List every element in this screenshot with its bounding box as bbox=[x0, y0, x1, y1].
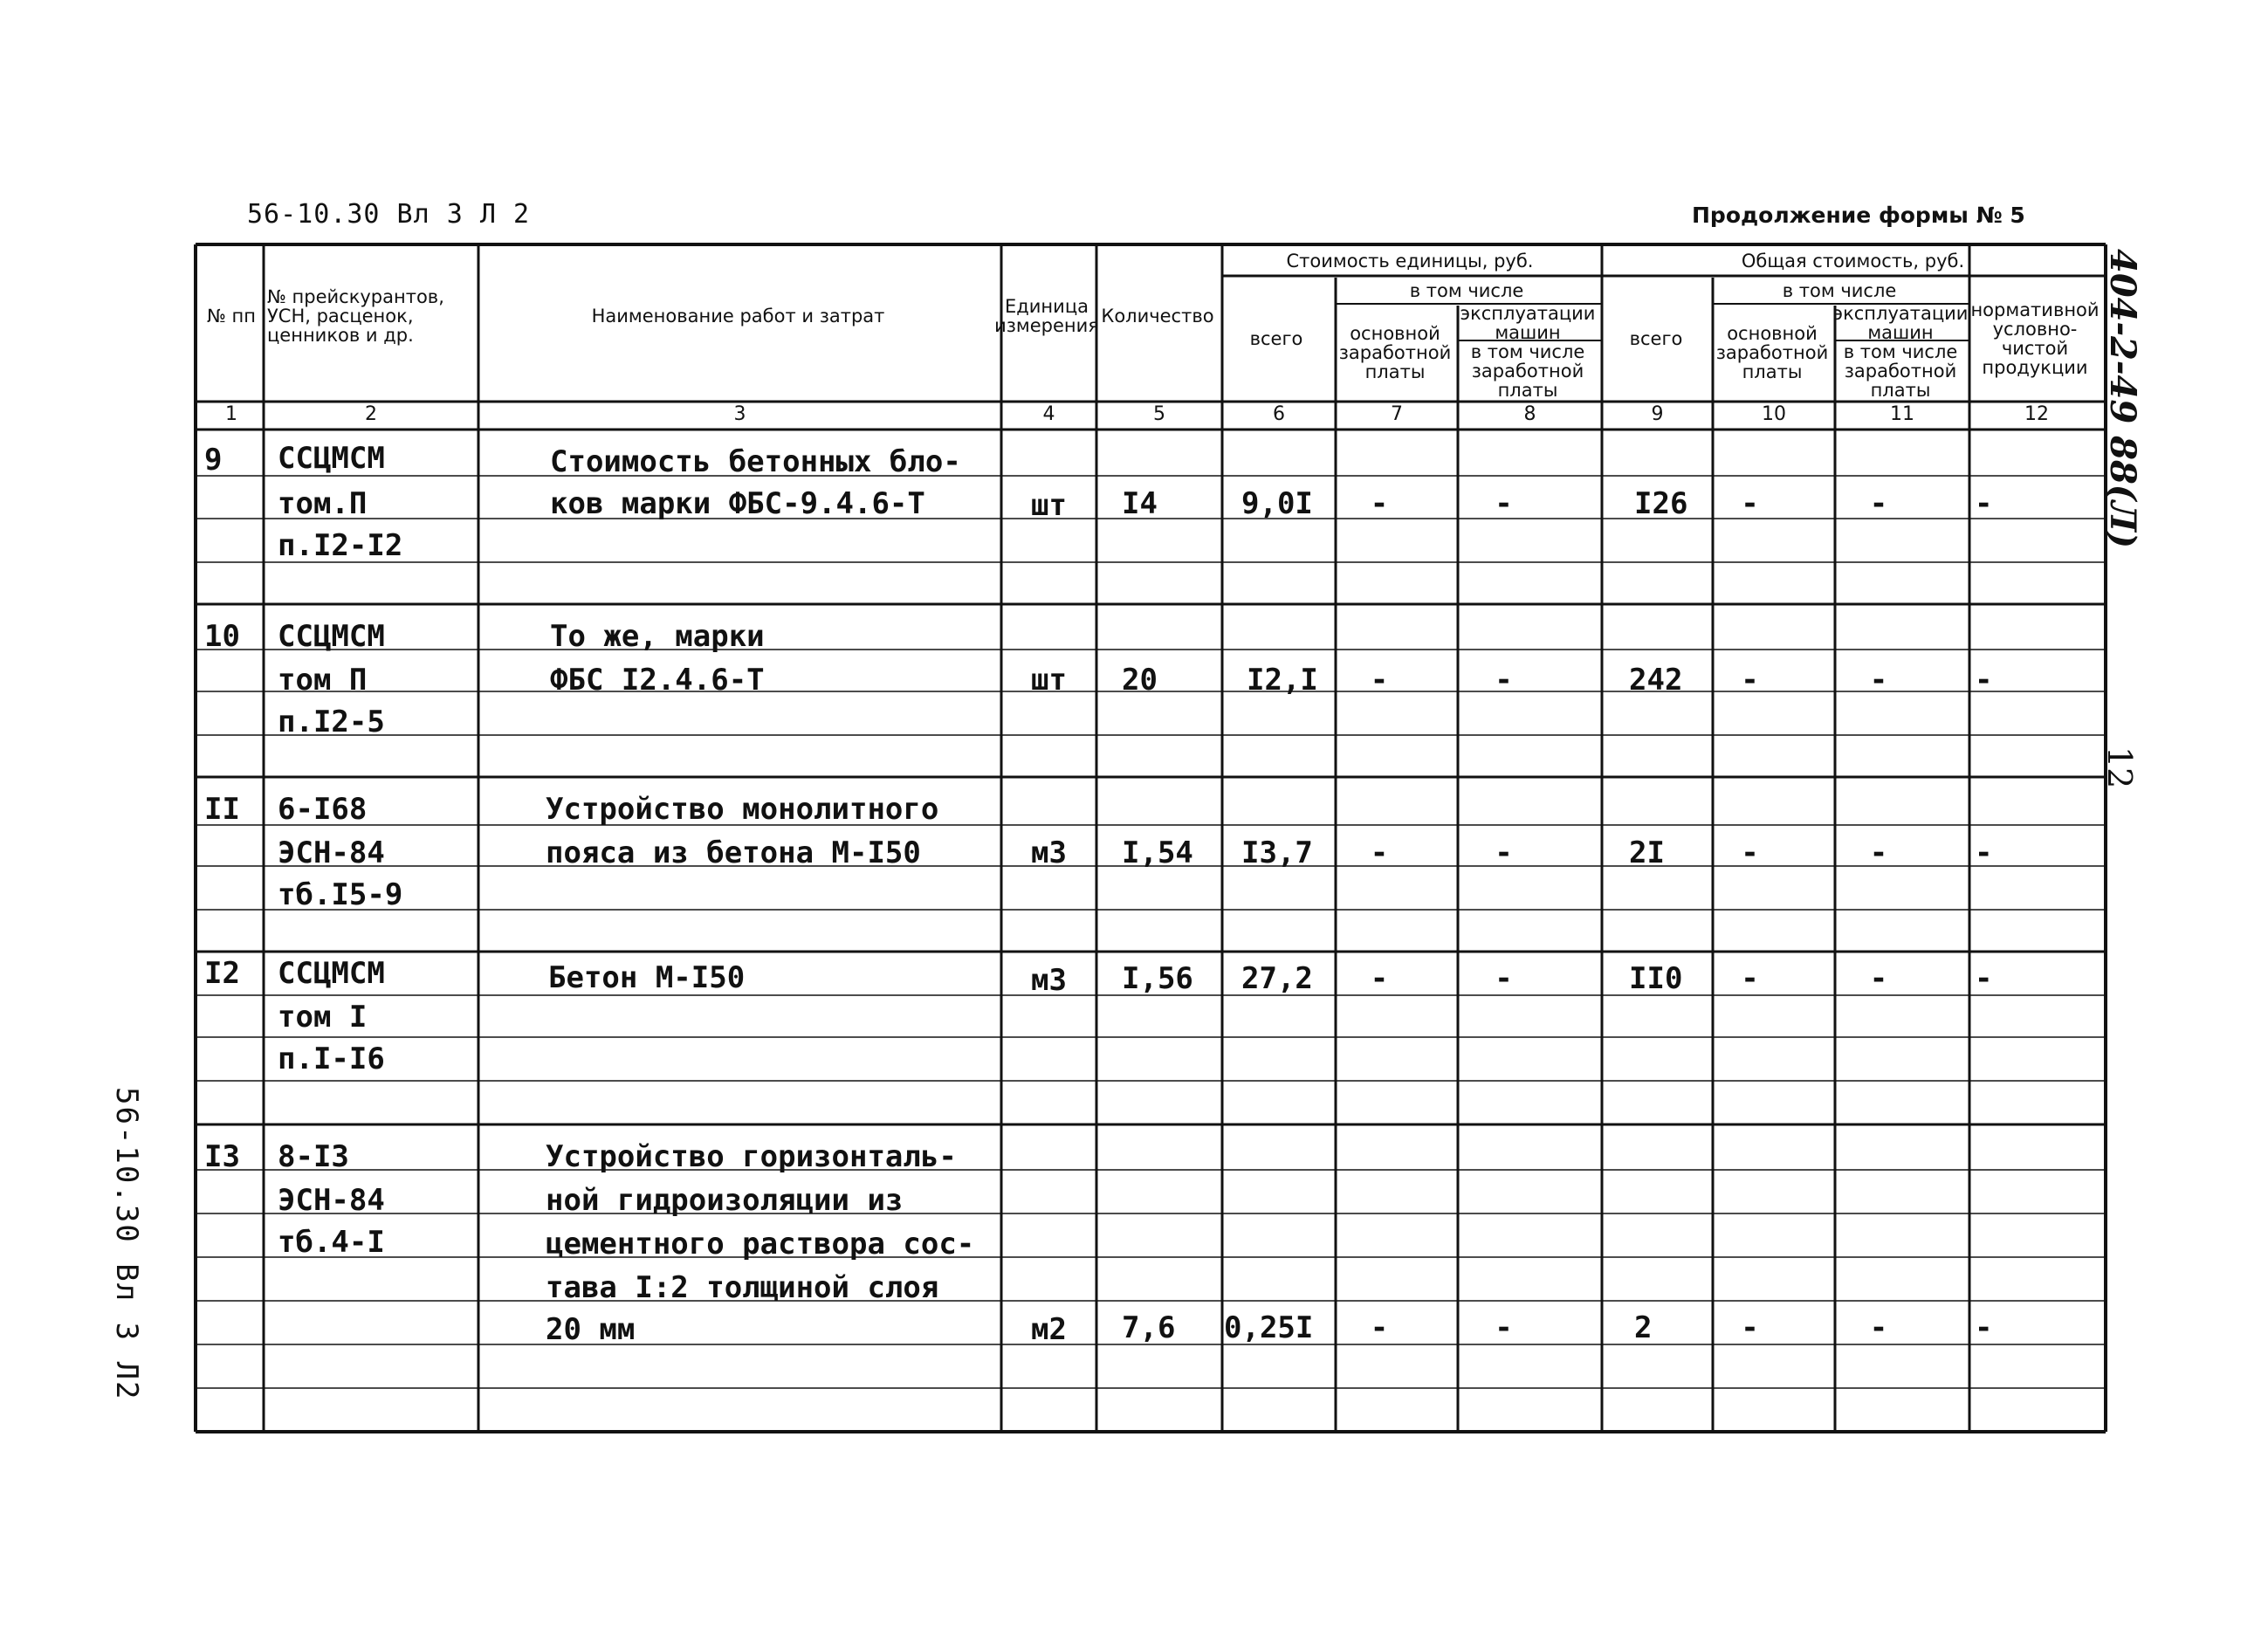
unit-machine-cell: - bbox=[1495, 663, 1513, 698]
work-name-line: ФБС I2.4.6-Т bbox=[550, 663, 765, 698]
unit-cell: м2 bbox=[1031, 1312, 1067, 1347]
header-col1: № пп bbox=[207, 305, 256, 327]
price-ref-line: том П bbox=[278, 663, 368, 698]
header-col7: основной заработной платы bbox=[1338, 322, 1452, 383]
quantity-cell: I4 bbox=[1122, 486, 1158, 521]
row-number: II bbox=[204, 792, 240, 827]
price-ref-line: тб.4-I bbox=[278, 1225, 385, 1260]
normative-cell: - bbox=[1975, 663, 1993, 698]
total-cell: 242 bbox=[1629, 663, 1683, 698]
price-ref-line: том I bbox=[278, 1000, 368, 1035]
col-number-10: 10 bbox=[1762, 403, 1786, 425]
work-name-line: Бетон М-I50 bbox=[548, 960, 746, 995]
header-unit-cost: Стоимость единицы, руб. bbox=[1286, 250, 1534, 272]
header-col2: № прейскурантов, УСН, расценок, ценников и др. bbox=[267, 285, 444, 347]
col-number-3: 3 bbox=[733, 403, 746, 425]
header-unit-incl: в том числе bbox=[1409, 279, 1524, 301]
price-ref-line: ЭСН-84 bbox=[278, 835, 385, 870]
price-ref-line: ССЦМСМ bbox=[278, 619, 385, 654]
unit-machine-cell: - bbox=[1495, 1310, 1513, 1345]
quantity-cell: I,56 bbox=[1122, 961, 1193, 996]
header-col9: всего bbox=[1629, 327, 1683, 349]
header-col5: Количество bbox=[1101, 305, 1214, 327]
row-number: 10 bbox=[204, 619, 240, 654]
normative-cell: - bbox=[1975, 486, 1993, 521]
col-number-12: 12 bbox=[2024, 403, 2049, 425]
header-col11b: в том числе заработной платы bbox=[1843, 340, 1958, 402]
col-number-11: 11 bbox=[1890, 403, 1914, 425]
total-wage-cell: - bbox=[1741, 1310, 1759, 1345]
work-name-line: Устройство горизонталь- bbox=[546, 1139, 957, 1174]
row-number: 9 bbox=[204, 443, 223, 478]
unit-machine-cell: - bbox=[1495, 961, 1513, 996]
total-machine-cell: - bbox=[1869, 663, 1888, 698]
col-number-8: 8 bbox=[1523, 403, 1536, 425]
left-margin-code: 56-10.30 Вл 3 Л2 bbox=[109, 1087, 144, 1401]
price-ref-line: 6-I68 bbox=[278, 792, 368, 827]
normative-cell: - bbox=[1975, 1310, 1993, 1345]
header-col8b: в том числе заработной платы bbox=[1470, 340, 1585, 402]
page-number: 12 bbox=[2100, 746, 2139, 789]
col-number-1: 1 bbox=[225, 403, 237, 425]
header-col3: Наименование работ и затрат bbox=[591, 305, 885, 327]
col-number-4: 4 bbox=[1042, 403, 1055, 425]
unit-total-cell: I2,I bbox=[1247, 663, 1318, 698]
normative-cell: - bbox=[1975, 835, 1993, 870]
header-col12: нормативной условно-чистой продукции bbox=[1970, 299, 2100, 379]
unit-wage-cell: - bbox=[1370, 663, 1389, 698]
row-number: I3 bbox=[204, 1139, 240, 1174]
unit-machine-cell: - bbox=[1495, 486, 1513, 521]
unit-wage-cell: - bbox=[1370, 961, 1389, 996]
col-number-6: 6 bbox=[1273, 403, 1285, 425]
price-ref-line: п.I-I6 bbox=[278, 1042, 385, 1076]
price-ref-line: ССЦМСМ bbox=[278, 441, 385, 476]
col-number-5: 5 bbox=[1153, 403, 1165, 425]
unit-total-cell: 0,25I bbox=[1224, 1310, 1314, 1345]
quantity-cell: I,54 bbox=[1122, 835, 1193, 870]
document-code: 56-10.30 Вл 3 Л 2 bbox=[247, 199, 531, 230]
unit-wage-cell: - bbox=[1370, 486, 1389, 521]
work-name-line: Стоимость бетонных бло- bbox=[550, 444, 961, 479]
total-machine-cell: - bbox=[1869, 835, 1888, 870]
header-col8a: эксплуатации машин bbox=[1460, 302, 1596, 343]
header-col10: основной заработной платы bbox=[1715, 322, 1829, 383]
unit-wage-cell: - bbox=[1370, 1310, 1389, 1345]
total-machine-cell: - bbox=[1869, 486, 1888, 521]
price-ref-line: том.П bbox=[278, 486, 368, 521]
unit-cell: м3 bbox=[1031, 963, 1067, 998]
total-machine-cell: - bbox=[1869, 1310, 1888, 1345]
total-cell: I26 bbox=[1634, 486, 1688, 521]
unit-cell: шт bbox=[1031, 663, 1067, 698]
price-ref-line: п.I2-5 bbox=[278, 705, 385, 739]
work-name-line: Устройство монолитного bbox=[546, 792, 939, 827]
unit-cell: м3 bbox=[1031, 835, 1067, 870]
work-name-line: То же, марки bbox=[550, 619, 765, 654]
row-number: I2 bbox=[204, 956, 240, 991]
total-machine-cell: - bbox=[1869, 961, 1888, 996]
unit-total-cell: 9,0I bbox=[1241, 486, 1313, 521]
header-total-cost: Общая стоимость, руб. bbox=[1741, 250, 1965, 272]
col-number-9: 9 bbox=[1651, 403, 1664, 425]
unit-total-cell: I3,7 bbox=[1241, 835, 1313, 870]
price-ref-line: 8-I3 bbox=[278, 1139, 349, 1174]
work-name-line: 20 мм bbox=[546, 1312, 636, 1347]
normative-cell: - bbox=[1975, 961, 1993, 996]
price-ref-line: ССЦМСМ bbox=[278, 956, 385, 991]
total-cell: 2I bbox=[1629, 835, 1665, 870]
form-continuation-label: Продолжение формы № 5 bbox=[1692, 203, 2025, 228]
header-total-incl: в том числе bbox=[1782, 279, 1897, 301]
total-wage-cell: - bbox=[1741, 663, 1759, 698]
total-wage-cell: - bbox=[1741, 486, 1759, 521]
total-cell: 2 bbox=[1634, 1310, 1653, 1345]
header-col4: Единица измерения bbox=[994, 295, 1099, 336]
unit-wage-cell: - bbox=[1370, 835, 1389, 870]
unit-total-cell: 27,2 bbox=[1241, 961, 1313, 996]
work-name-line: ков марки ФБС-9.4.6-Т bbox=[550, 486, 925, 521]
price-ref-line: тб.I5-9 bbox=[278, 877, 403, 912]
work-name-line: ной гидроизоляции из bbox=[546, 1183, 904, 1218]
right-margin-code: 404-2-49 88(Л) bbox=[2102, 249, 2143, 549]
header-col6: всего bbox=[1249, 327, 1303, 349]
header-col11a: эксплуатации машин bbox=[1832, 302, 1969, 343]
col-number-2: 2 bbox=[365, 403, 377, 425]
quantity-cell: 20 bbox=[1122, 663, 1158, 698]
total-wage-cell: - bbox=[1741, 961, 1759, 996]
unit-cell: шт bbox=[1031, 488, 1067, 523]
unit-machine-cell: - bbox=[1495, 835, 1513, 870]
work-name-line: цементного раствора сос- bbox=[546, 1227, 975, 1262]
col-number-7: 7 bbox=[1391, 403, 1403, 425]
work-name-line: тава I:2 толщиной слоя bbox=[546, 1270, 939, 1305]
quantity-cell: 7,6 bbox=[1122, 1310, 1176, 1345]
total-cell: II0 bbox=[1629, 961, 1683, 996]
total-wage-cell: - bbox=[1741, 835, 1759, 870]
price-ref-line: ЭСН-84 bbox=[278, 1183, 385, 1218]
work-name-line: пояса из бетона М-I50 bbox=[546, 835, 921, 870]
price-ref-line: п.I2-I2 bbox=[278, 528, 403, 563]
